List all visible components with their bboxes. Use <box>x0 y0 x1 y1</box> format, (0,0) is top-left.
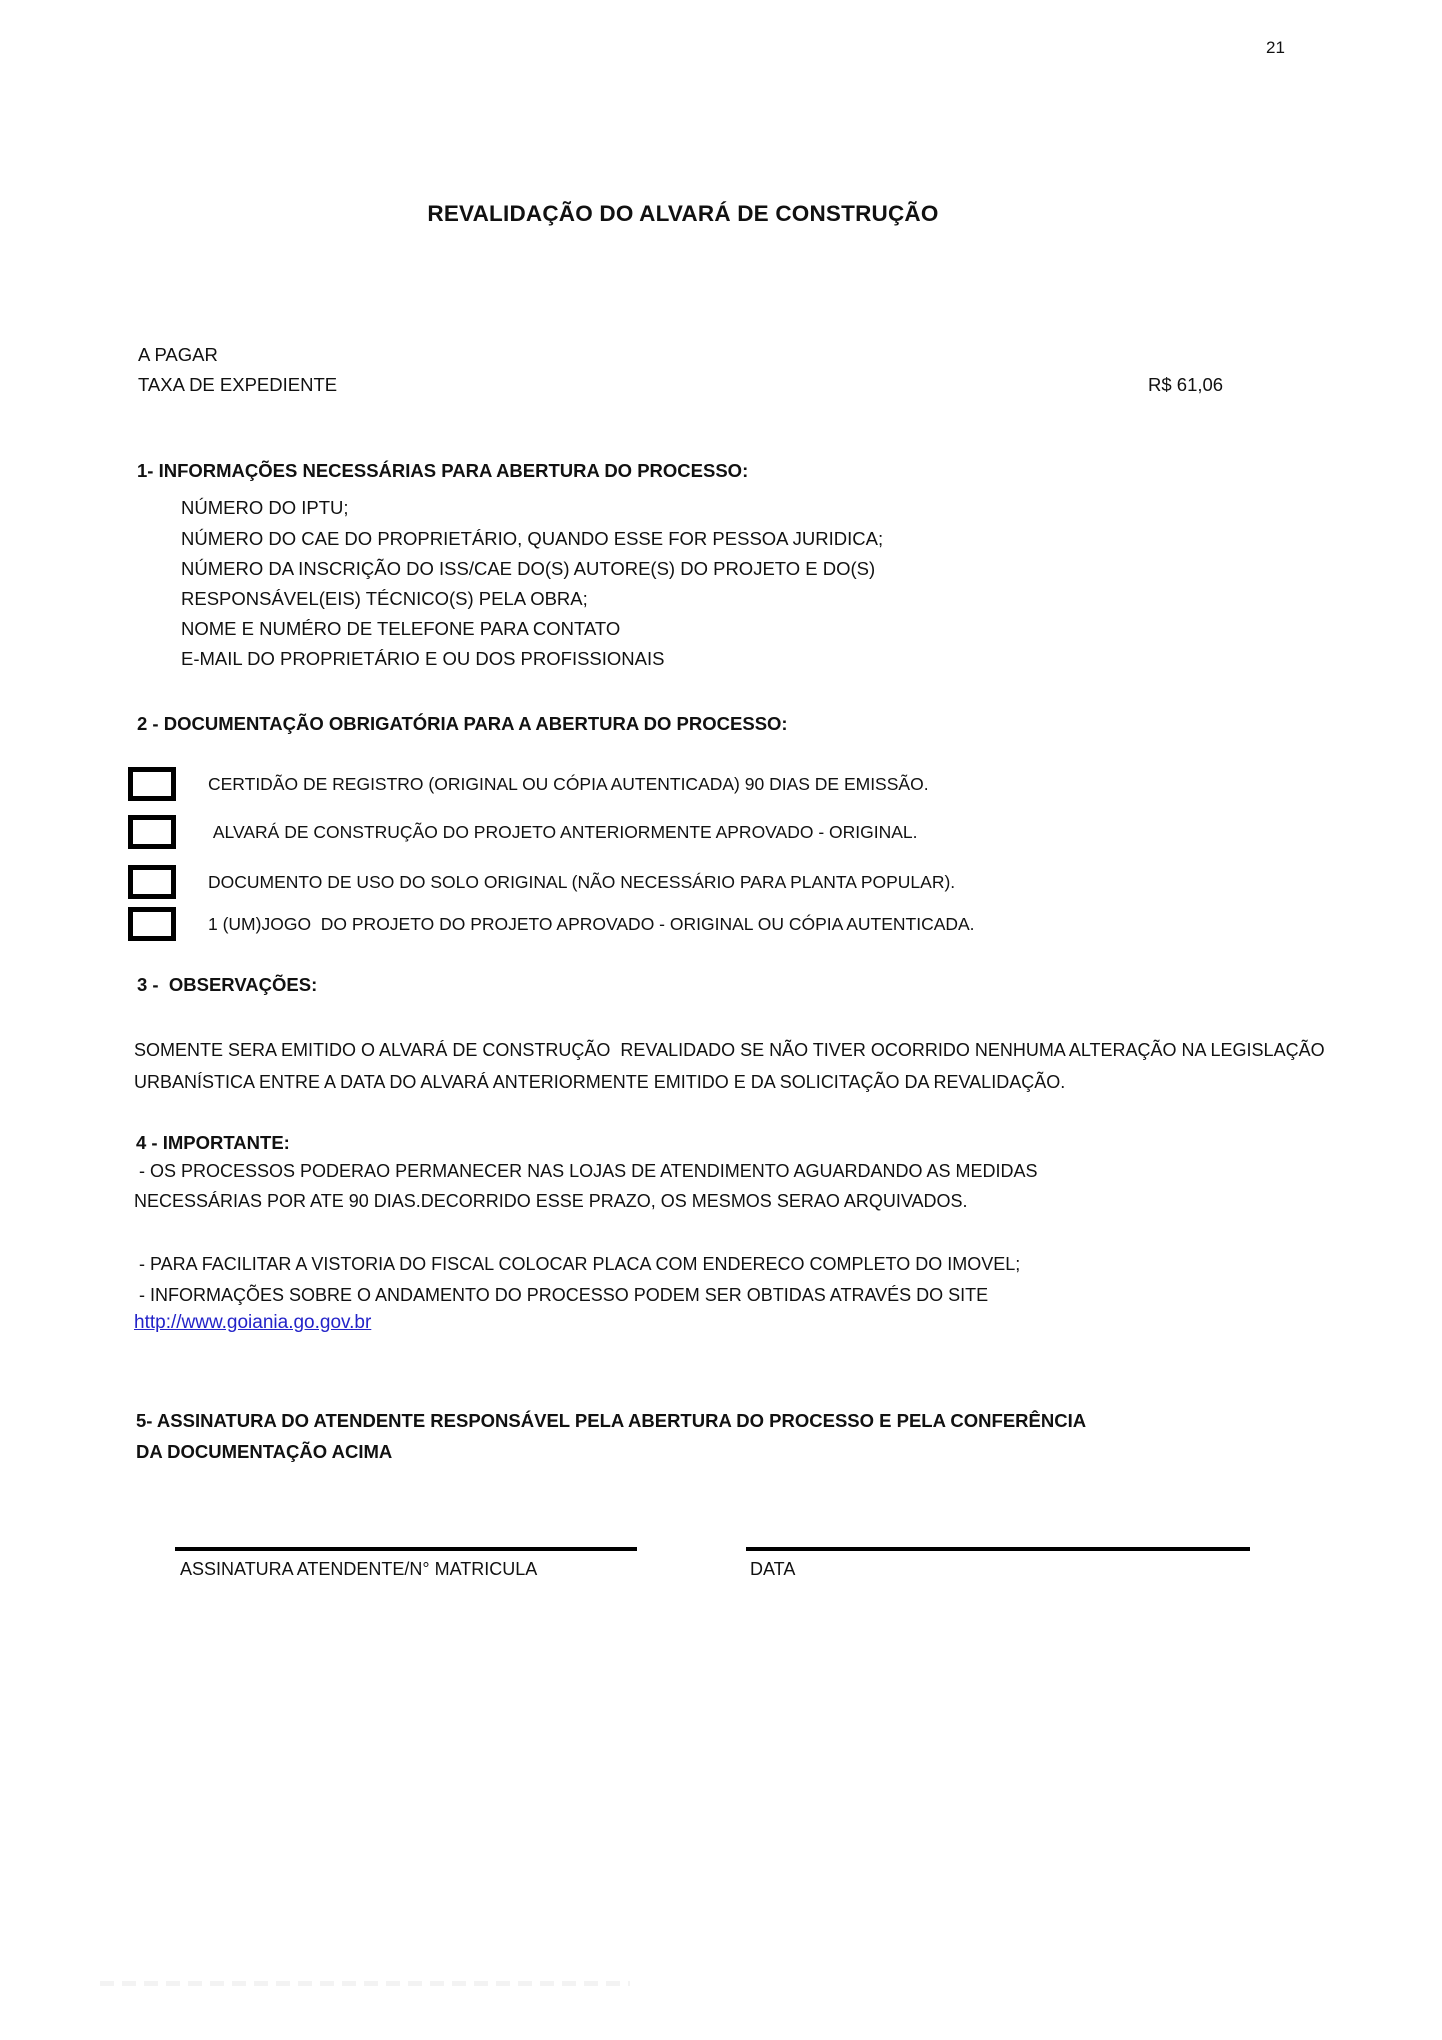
section3-heading: 3 - OBSERVAÇÕES: <box>137 974 318 995</box>
checklist-row <box>128 766 929 802</box>
checklist-item-label: 1 (UM)JOGO DO PROJETO DO PROJETO APROVADO - ORIGINAL OU CÓPIA AUTENTICADA. <box>208 913 975 934</box>
section1-heading: 1- INFORMAÇÕES NECESSÁRIAS PARA ABERTURA DO PROCESSO: <box>137 460 749 481</box>
checkbox <box>128 865 176 899</box>
checkbox <box>128 907 176 941</box>
page-number: 21 <box>1266 38 1285 57</box>
section5-heading-line: 5- ASSINATURA DO ATENDENTE RESPONSÁVEL PELA ABERTURA DO PROCESSO E PELA CONFERÊNCIA <box>136 1410 1087 1431</box>
section4-heading: 4 - IMPORTANTE: <box>136 1132 290 1153</box>
checklist-row <box>128 906 975 942</box>
section3-paragraph-line: URBANÍSTICA ENTRE A DATA DO ALVARÁ ANTERIORMENTE EMITIDO E DA SOLICITAÇÃO DA REVALIDAÇÃO. <box>134 1072 1066 1092</box>
signature-line <box>175 1547 637 1551</box>
section4-line: - INFORMAÇÕES SOBRE O ANDAMENTO DO PROCESSO PODEM SER OBTIDAS ATRAVÉS DO SITE <box>134 1285 989 1305</box>
signature-label: ASSINATURA ATENDENTE/N° MATRICULA <box>180 1559 538 1579</box>
checkbox <box>128 767 176 801</box>
date-label: DATA <box>750 1559 796 1579</box>
section4-line: NECESSÁRIAS POR ATE 90 DIAS.DECORRIDO ESSE PRAZO, OS MESMOS SERAO ARQUIVADOS. <box>134 1191 968 1211</box>
section1-line: NÚMERO DA INSCRIÇÃO DO ISS/CAE DO(S) AUTORE(S) DO PROJETO E DO(S) <box>181 558 876 579</box>
date-line <box>746 1547 1250 1551</box>
section1-line: NÚMERO DO IPTU; <box>181 497 349 518</box>
payment-status: A PAGAR <box>138 344 218 365</box>
section2-heading: 2 - DOCUMENTAÇÃO OBRIGATÓRIA PARA A ABERTURA DO PROCESSO: <box>137 713 788 734</box>
checklist-row <box>128 864 955 900</box>
section1-line: NOME E NUMÉRO DE TELEFONE PARA CONTATO <box>181 618 621 639</box>
checklist-item-label: CERTIDÃO DE REGISTRO (ORIGINAL OU CÓPIA AUTENTICADA) 90 DIAS DE EMISSÃO. <box>208 773 929 794</box>
checkbox <box>128 815 176 849</box>
section1-line: RESPONSÁVEL(EIS) TÉCNICO(S) PELA OBRA; <box>181 588 588 609</box>
goiania-site-link[interactable]: http://www.goiania.go.gov.br <box>134 1312 372 1333</box>
checklist-item-label: ALVARÁ DE CONSTRUÇÃO DO PROJETO ANTERIORMENTE APROVADO - ORIGINAL. <box>208 821 918 842</box>
section4-line: - PARA FACILITAR A VISTORIA DO FISCAL COLOCAR PLACA COM ENDERECO COMPLETO DO IMOVEL; <box>134 1254 1021 1274</box>
section1-line: E-MAIL DO PROPRIETÁRIO E OU DOS PROFISSIONAIS <box>181 648 665 669</box>
section1-line: NÚMERO DO CAE DO PROPRIETÁRIO, QUANDO ESSE FOR PESSOA JURIDICA; <box>181 528 884 549</box>
fee-amount: R$ 61,06 <box>1148 374 1224 395</box>
faint-footer-artifact <box>100 1981 630 1986</box>
section4-line: - OS PROCESSOS PODERAO PERMANECER NAS LOJAS DE ATENDIMENTO AGUARDANDO AS MEDIDAS <box>134 1161 1038 1181</box>
section3-paragraph-line: SOMENTE SERA EMITIDO O ALVARÁ DE CONSTRUÇÃO REVALIDADO SE NÃO TIVER OCORRIDO NENHUMA ALTERAÇÃO NA LEGISLAÇÃO <box>134 1040 1325 1060</box>
section5-heading-line: DA DOCUMENTAÇÃO ACIMA <box>136 1441 393 1462</box>
checklist-item-label: DOCUMENTO DE USO DO SOLO ORIGINAL (NÃO NECESSÁRIO PARA PLANTA POPULAR). <box>208 871 956 892</box>
fee-label: TAXA DE EXPEDIENTE <box>138 374 338 395</box>
checklist-row <box>128 814 918 850</box>
document-title: REVALIDAÇÃO DO ALVARÁ DE CONSTRUÇÃO <box>427 201 939 226</box>
